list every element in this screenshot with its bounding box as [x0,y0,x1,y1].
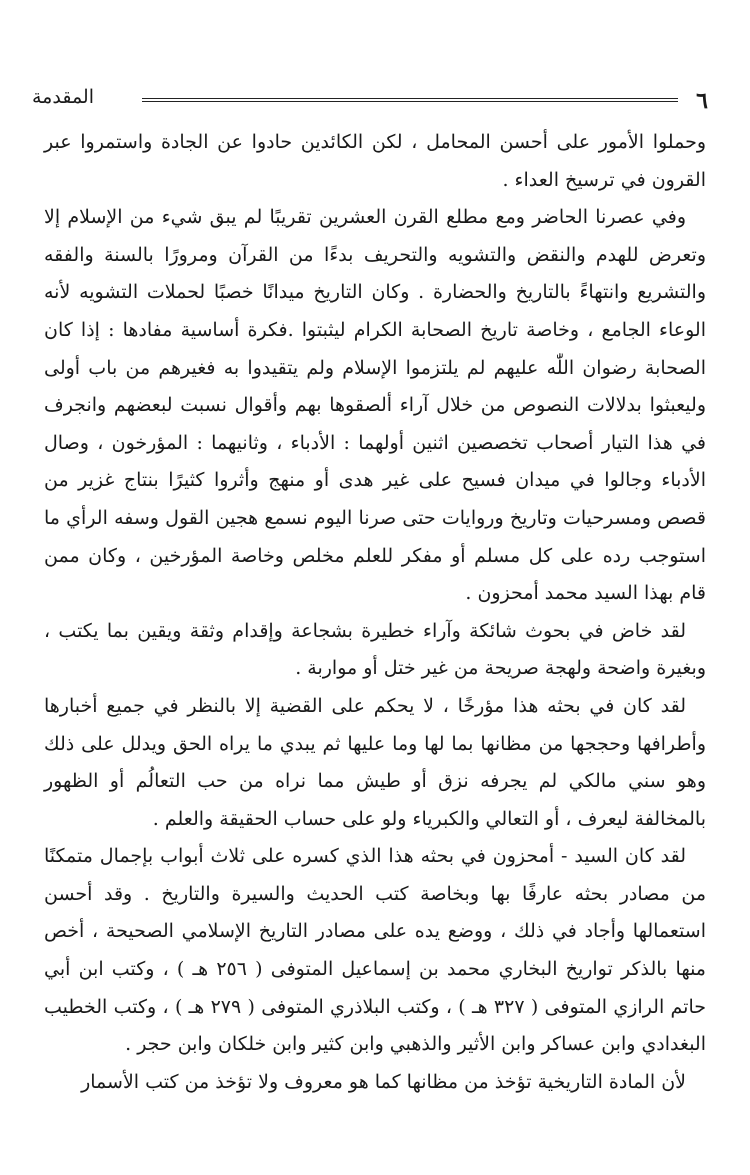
paragraph-1: وحملوا الأمور على أحسن المحامل ، لكن الكائدين حادوا عن الجادة واستمروا عبر القرون في ترسيخ العداء . [44,131,706,191]
paragraph-4: لقد كان في بحثه هذا مؤرخًا ، لا يحكم على القضية إلا بالنظر في جميع أخبارها وأطرافها وحججها من مظانها بما لها وما عليها ثم يبدي ما يراه الحق ويدلل على ذلك وهو سني مالكي لم يجرفه نزق أو طيش مما نراه من حب التعالُم أو الظهور بالمخالفة ليعرف ، أو التعالي والكبرياء ولو على حساب الحقيقة والعلم . [44,694,706,830]
page-number: ٦ [696,88,708,114]
body-text [44,124,706,1101]
paragraph-2: وفي عصرنا الحاضر ومع مطلع القرن العشرين تقريبًا لم يبق شيء من الإسلام إلا وتعرض للهدم والنقض والتشويه والتحريف بدءًا من القرآن ومرورًا بالسنة والفقه والتشريع وانتهاءً بالتاريخ والحضارة . وكان التاريخ ميدانًا خصبًا لحملات التشويه لأنه الوعاء الجامع ، وخاصة تاريخ الصحابة الكرام ليثبتوا .فكرة أساسية مفادها : إذا كان الصحابة رضوان اللّٰه عليهم لم يلتزموا الإسلام ولم يتقيدوا به فغيرهم من باب أولى وليعبثوا بدلالات النصوص من خلال آراء ألصقوها بهم وأقوال نسبت لبعضهم وانجرف في هذا التيار أصحاب تخصصين اثنين أولهما : الأدباء ، وثانيهما : المؤرخون ، وصال الأدباء وجالوا في ميدان فسيح على غير هدى أو منهج وأثروا كثيرًا بنتاج غزير من قصص ومسرحيات وتاريخ وروايات حتى صرنا اليوم نسمع هجين القول وسفه الرأي ما استوجب رده على كل مسلم أو مفكر للعلم مخلص وخاصة المؤرخين ، وكان ممن قام بهذا السيد محمد أمحزون . [44,206,706,605]
header-rule [142,98,678,102]
paragraph-3: لقد خاض في بحوث شائكة وآراء خطيرة بشجاعة وإقدام وثقة ويقين بما يكتب ، وبغيرة واضحة ولهجة صريحة من غير ختل أو مواربة . [44,619,706,680]
section-title: المقدمة [32,86,95,108]
running-header [32,86,708,114]
paragraph-6: لأن المادة التاريخية تؤخذ من مظانها كما هو معروف ولا تؤخذ من كتب الأسمار [81,1070,686,1093]
paragraph-5: لقد كان السيد - أمحزون في بحثه هذا الذي كسره على ثلاث أبواب بإجمال متمكنًا من مصادر بحثه عارفًا بها وبخاصة كتب الحديث والسيرة والتاريخ . وقد أحسن استعمالها وأجاد في ذلك ، ووضع يده على مصادر التاريخ الإسلامي الصحيحة ، أخص منها بالذكر تواريخ البخاري محمد بن إسماعيل المتوفى ( ٢٥٦ هـ ) ، وكتب ابن أبي حاتم الرازي المتوفى ( ٣٢٧ هـ ) ، وكتب البلاذري المتوفى ( ٢٧٩ هـ ) ، وكتب الخطيب البغدادي وابن عساكر وابن الأثير والذهبي وابن كثير وابن خلكان وابن حجر . [44,845,707,1056]
